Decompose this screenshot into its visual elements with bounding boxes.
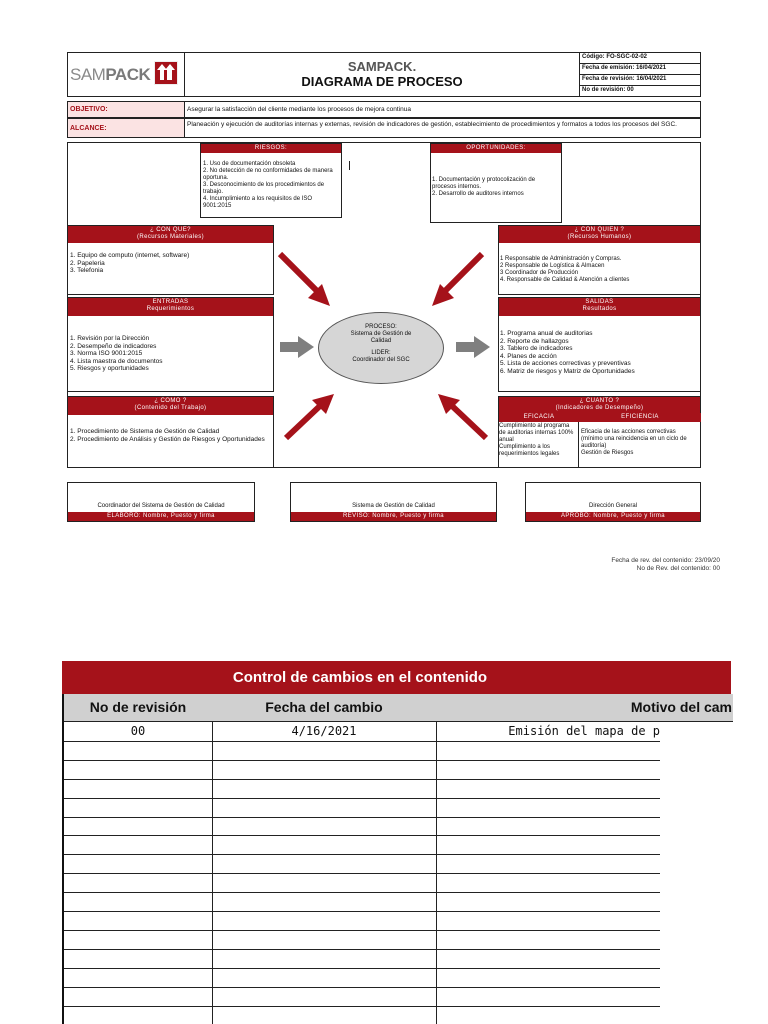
meta-codigo: Código: FO-SGC-02-02: [580, 53, 700, 64]
logo-arrows-icon: [154, 61, 178, 85]
footer-note-line1: Fecha de rev. del contenido: 23/09/20: [611, 557, 720, 564]
arrow-salidas-right-icon: [456, 336, 490, 358]
header-fecha-cambio: Fecha del cambio: [265, 699, 383, 715]
como-text: 1. Procedimiento de Sistema de Gestión de Calidad 2. Procedimiento de Análisis y Gestión de Riesgos y Oportunidades: [70, 428, 265, 443]
title-cell: [184, 52, 580, 97]
cambios-grid: [64, 722, 660, 1024]
arrow-diagonal-bottom-right-icon: [432, 392, 494, 444]
alcance-label: ALCANCE:: [70, 125, 107, 132]
cuanto-box: [498, 396, 701, 468]
objetivo-text: Asegurar la satisfacción del cliente mediante los procesos de mejora continua: [187, 106, 412, 113]
con-que-text: 1. Equipo de computo (internet, software) 2. Papeleria 3. Telefonia: [70, 252, 190, 275]
firma-elaboro-role: ELABORO: Nombre, Puesto y firma: [68, 512, 254, 521]
firma-elaboro: [67, 482, 255, 522]
riesgos-text: 1. Uso de documentación obsoleta 2. No detección de no conformidades de manera oportuna. 3. Desconocimiento de los procedimientos de trabajo. 4. Incumplimiento a los requisitos de ISO 9001:2015: [203, 161, 333, 209]
con-quien-text: 1 Responsable de Administración y Compras. 2 Responsable de Logística & Almacen 3 Coordinador de Producción 4. Responsable de Calidad & Atención a clientes: [500, 256, 630, 283]
company-name: SAMPACK.: [347, 59, 417, 74]
meta-fecha-revision: Fecha de revisión: 16/04/2021: [580, 75, 700, 86]
salidas-title: SALIDAS Resultados: [499, 298, 700, 316]
cambios-body: [64, 722, 660, 1024]
eficiencia-label: EFICIENCIA: [579, 413, 701, 422]
cambios-title-bar: [62, 661, 731, 694]
eficacia-label: EFICACIA: [499, 413, 579, 422]
header-no-revision: No de revisión: [89, 699, 187, 715]
oportunidades-box: [430, 143, 562, 223]
company-logo: [70, 65, 182, 87]
como-title: ¿ COMO ? (Contenido del Trabajo): [68, 397, 273, 415]
como-box: [67, 396, 274, 468]
firma-reviso: [290, 482, 497, 522]
oportunidades-text: 1. Documentación y protocolización de procesos internos. 2. Desarrollo de auditores internos: [432, 177, 536, 197]
entradas-title: ENTRADAS Requerimientos: [68, 298, 273, 316]
footer-note: [560, 557, 720, 572]
con-que-title: ¿ CON QUE? (Recursos Materiales): [68, 226, 273, 243]
cambios-title: Control de cambios en el contenido: [232, 669, 488, 686]
riesgos-title: RIESGOS:: [201, 144, 341, 153]
firma-elaboro-name: Coordinador del Sistema de Gestión de Calidad: [97, 503, 225, 509]
salidas-box: [498, 297, 701, 392]
riesgos-box: [200, 143, 342, 218]
con-que-box: [67, 225, 274, 295]
logo-cell: [67, 52, 185, 97]
meta-cell: [579, 52, 701, 97]
cambios-table: [62, 694, 731, 1024]
arrow-diagonal-top-right-icon: [428, 248, 490, 310]
alcance-text-cell: [184, 118, 701, 138]
firma-aprobo: [525, 482, 701, 522]
table-row-1-motivo: Emisión del mapa de p: [508, 724, 660, 738]
document-title: DIAGRAMA DE PROCESO: [301, 74, 463, 89]
firma-aprobo-role: APROBO: Nombre, Puesto y firma: [526, 512, 700, 521]
arrow-diagonal-bottom-left-icon: [278, 392, 340, 444]
cambios-header-row: [64, 694, 733, 722]
objetivo-text-cell: [184, 101, 701, 118]
cuanto-divider: [578, 422, 579, 468]
meta-no-revision: No de revisión: 00: [582, 87, 634, 93]
entradas-box: [67, 297, 274, 392]
eficacia-text: Cumplimiento al programa de auditorias internas 100% anual Cumplimiento a los requerimientos legales: [499, 423, 574, 457]
firma-aprobo-name: Dirección General: [588, 503, 638, 509]
salidas-text: 1. Programa anual de auditorias 2. Reporte de hallazgos 3. Tablero de indicadores 4. Planes de acción 5. Lista de acciones correctivas y preventivas 6. Matriz de riesgos y Matriz de Oportunidades: [500, 330, 635, 375]
arrow-diagonal-top-left-icon: [272, 248, 334, 310]
logo-text-left: SAM: [70, 65, 106, 84]
alcance-text: Planeación y ejecución de auditorías internas y externas, revisión de indicadores de gestión, establecimiento de procedimientos y formatos a todos los procesos del SGC.: [187, 121, 677, 128]
arrow-entradas-right-icon: [280, 336, 314, 358]
footer-note-line2: No de Rev. del contenido: 00: [636, 564, 720, 572]
cuanto-title: ¿ CUANTO ? (Indicadores de Desempeño): [499, 397, 700, 414]
proceso-text: PROCESO: Sistema de Gestión de Calidad: [350, 324, 412, 344]
table-row-1-no-revision: 00: [130, 724, 146, 738]
entradas-text: 1. Revisión por la Dirección 2. Desempeño de indicadores 3. Norma ISO 9001:2015 4. Lista maestra de documentos 5. Riesgos y oportunidades: [70, 335, 163, 373]
proceso-ellipse: [318, 312, 444, 384]
con-quien-box: [498, 225, 701, 295]
cursor-mark: [349, 161, 350, 170]
firma-reviso-role: REVISO: Nombre, Puesto y firma: [291, 512, 496, 521]
logo-text-right: PACK: [105, 65, 151, 84]
eficiencia-text: Eficacia de las acciones correctivas (mínimo una reincidencia en un ciclo de auditoría) Gestión de Riesgos: [581, 429, 687, 456]
objetivo-label-cell: [67, 101, 185, 118]
meta-fecha-emision: Fecha de emisión: 16/04/2021: [580, 64, 700, 75]
table-row-1-fecha: 4/16/2021: [291, 724, 357, 738]
con-quien-title: ¿ CON QUIEN ? (Recursos Humanos): [499, 226, 700, 243]
header-motivo-cambio: Motivo del cam: [630, 699, 732, 715]
oportunidades-title: OPORTUNIDADES:: [431, 144, 561, 153]
firma-reviso-name: Sistema de Gestión de Calidad: [352, 503, 435, 509]
alcance-label-cell: [67, 118, 185, 138]
proceso-lider: LIDER: Coordinador del SGC: [352, 350, 410, 363]
objetivo-label: OBJETIVO:: [70, 106, 108, 113]
